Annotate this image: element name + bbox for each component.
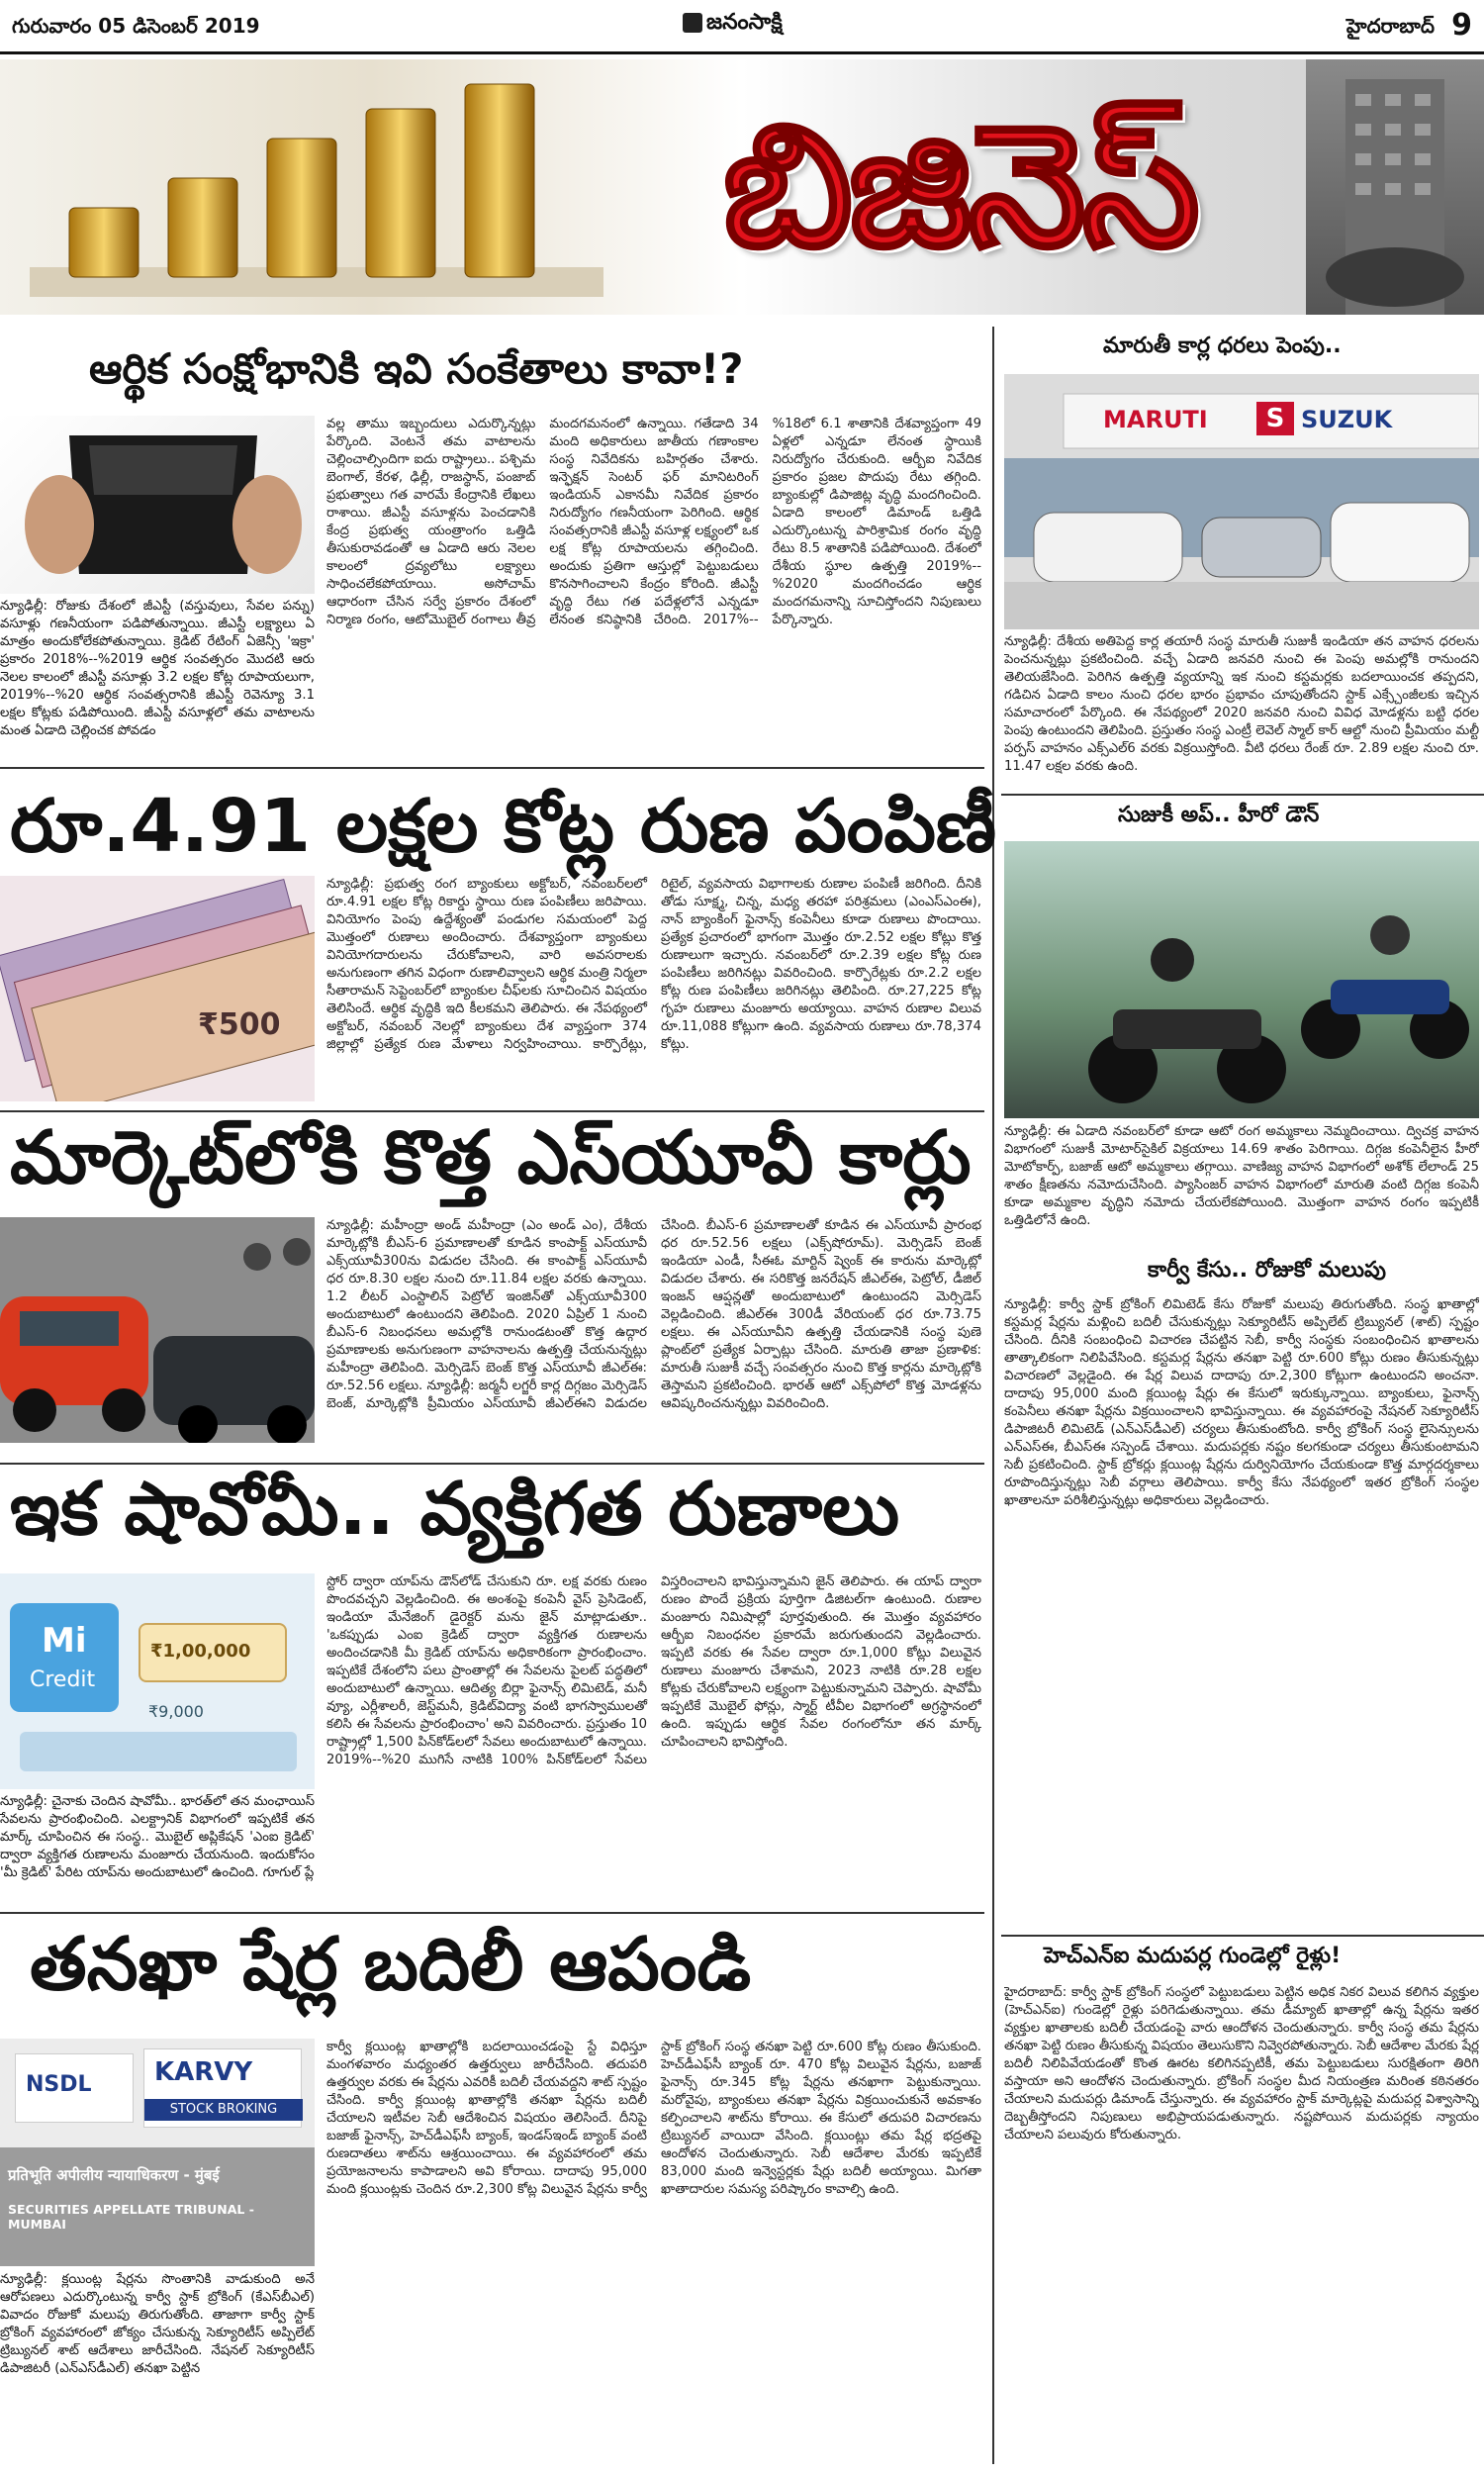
motorbike-riders-image bbox=[1004, 841, 1479, 1118]
mi-credit-label: Credit bbox=[30, 1667, 96, 1692]
article4-lead: న్యూఢిల్లీ: చైనాకు చెందిన షావోమీ.. భారత్‌లో తన మంఛాయిస్ సేవలను ప్రారంభించింది. ఎలక్ట్రానిక్ విభాగంలో ఇప్పటికే తన మార్క్ చూపించిన ఈ సంస్థ.. మొబైల్ అప్లికేషన్ 'ఎంఐ క్రెడిట్' ద్వారా వ్యక్తిగత రుణాలను మంజూరు చేయనుంది. ఇందుకోసం 'మీ క్రెడిట్' పేరిట యాప్‌ను అందుబాటులో ఉంచింది. గూగుల్ ప్లే bbox=[0, 1794, 315, 1880]
nsdl-logo: NSDL bbox=[15, 2053, 134, 2123]
stock-exchange-building-image bbox=[1306, 59, 1484, 315]
maruti-headline: మారుతీ కార్ల ధరలు పెంపు.. bbox=[1103, 333, 1342, 358]
section-rule bbox=[0, 1912, 984, 1914]
maruti-showroom-image bbox=[1004, 374, 1479, 629]
page-number: 9 bbox=[1451, 8, 1472, 43]
section-rule bbox=[0, 1110, 984, 1112]
rupee-notes-image bbox=[0, 876, 315, 1101]
hni-headline: హెచ్ఎన్ఐ మదుపర్ల గుండెల్లో రైళ్లు! bbox=[1044, 1944, 1342, 1968]
sat-building-sign: प्रतिभूति अपीलीय न्यायाधिकरण - मुंबई SECURITIES APPELLATE TRIBUNAL - MUMBAI bbox=[0, 2147, 315, 2266]
suv-cars-image bbox=[0, 1217, 315, 1443]
logo-text: జనంసాక్షి bbox=[706, 10, 783, 35]
gold-coins-image bbox=[30, 79, 603, 297]
article4-headline: ఇక షావోమీ.. వ్యక్తిగత రుణాలు bbox=[10, 1467, 900, 1552]
city-name: హైదరాబాద్ bbox=[1345, 14, 1435, 38]
section-rule bbox=[0, 767, 984, 769]
masthead-rule bbox=[0, 51, 1484, 54]
karvy-logo: KARVY STOCK BROKING bbox=[143, 2048, 302, 2128]
loan-amount2-label: ₹9,000 bbox=[148, 1702, 204, 1721]
suzuki-logo-text: SUZUK bbox=[1301, 406, 1393, 433]
hero-headline: సుజుకీ అప్.. హీరో డౌన్ bbox=[1118, 803, 1320, 827]
maruti-body: న్యూఢిల్లీ: దేశీయ అతిపెద్ద కార్ల తయారీ సంస్థ మారుతీ సుజుకీ ఇండియా తన వాహన ధరలను పెంచనున్నట్లు ప్రకటించింది. వచ్చే ఏడాది జనవరి నుంచి ఈ పెంపు అమల్లోకి రానుందని తెలియజేసింది. పెరిగిన ఉత్పత్తి వ్యయాన్ని ఇక నుంచి కస్టమర్లకు బదలాయించక తప్పదని, గడిచిన ఏడాది కాలం నుంచి ధరల భారం ప్రభావం చూపుతోందని స్టాక్ ఎక్స్చేంజీలకు ఇచ్చిన సమాచారంలో పేర్కొంది. ఈ నేపథ్యంలో 2020 జనవరి నుంచి వివిధ మోడళ్లను బట్టి ధరల పెంపు ఉంటుందని తెలిపింది. ప్రస్తుతం సంస్థ ఎంట్రీ లెవెల్ స్మాల్ కార్ ఆల్టో నుంచి ప్రీమియం మల్టీ పర్పస్ వాహనం ఎక్స్ఎల్6 వరకు విక్రయిస్తోంది. వీటి ధరలు రేంజ్ రూ. 2.89 లక్షల నుంచి రూ. 11.47 లక్షల వరకు ఉంది. bbox=[1004, 634, 1479, 774]
article5-body: కార్వీ క్లయింట్ల ఖాతాల్లోకి బదలాయించడంపై స్టే విధిస్తూ మంగళవారం మధ్యంతర ఉత్తర్వులు జారీచేసింది. తదుపరి ఉత్తర్వుల వరకు ఈ షేర్లను ఎవరికీ బదిలీ చేయవద్దని శాట్ స్పష్టం చేసింది. కార్వీ క్లయింట్ల ఖాతాల్లోకి తనఖా షేర్లను బదిలీ చేయాలని ఇటీవల సెబీ ఆదేశించిన విషయం తెలిసిందే. దీనిపై బజాజ్ ఫైనాన్స్, హెచ్‌డీఎఫ్‌సీ బ్యాంక్, ఇండస్ఇండ్ బ్యాంక్ వంటి రుణదాతలు శాట్‌ను ఆశ్రయించాయి. ఈ వ్యవహారంలో తమ ప్రయోజనాలను కాపాడాలని అవి కోరాయి. దాదాపు 95,000 మంది క్లయింట్లకు చెందిన రూ.2,300 కోట్ల విలువైన షేర్లను కార్వీ స్టాక్ బ్రోకింగ్ సంస్థ తనఖా పెట్టి రూ.600 కోట్ల రుణం తీసుకుంది. హెచ్‌డీఎఫ్‌సీ బ్యాంక్ రూ. 470 కోట్ల విలువైన షేర్లను, బజాజ్ ఫైనాన్స్ రూ.345 కోట్ల షేర్లను తనఖాగా పెట్టుకున్నాయి. మరోవైపు, బ్యాంకులు తనఖా షేర్లను విక్రయించుకునే అవకాశం కల్పించాలని శాట్‌ను కోరాయి. ఈ కేసులో తదుపరి విచారణను ట్రిబ్యునల్ వాయిదా వేసింది. క్లయింట్లు తమ షేర్ల భద్రతపై ఆందోళన చెందుతున్నారు. సెబీ ఆదేశాల మేరకు ఇప్పటికే 83,000 మంది ఇన్వెస్టర్లకు షేర్లు బదిలీ అయ్యాయి. మిగతా ఖాతాదారుల సమస్య పరిష్కారం కావాల్సి ఉంది. bbox=[326, 2040, 981, 2197]
hero-body: న్యూఢిల్లీ: ఈ ఏడాది నవంబర్‌లో కూడా ఆటో రంగ అమ్మకాలు నెమ్మదించాయి. ద్విచక్ర వాహన విభాగంలో సుజుకీ మోటార్‌సైకిల్ విక్రయాలు 14.69 శాతం పెరిగాయి. దిగ్గజ కంపెనీలైన హీరో మోటోకార్ప్, బజాజ్ ఆటో అమ్మకాలు తగ్గాయి. వాణిజ్య వాహన విభాగంలో అశోక్ లేలాండ్ 25 శాతం క్షీణతను నమోదుచేసింది. ప్యాసింజర్ వాహన విభాగంలో మారుతి వంటి దిగ్గజ కంపెనీ కూడా అమ్మకాల వృద్ధిని నమోదు చేయలేకపోయింది. మొత్తంగా వాహన రంగం ఇప్పటికీ ఒత్తిడిలోనే ఉంది. bbox=[1004, 1124, 1479, 1228]
article2-headline: రూ.4.91 లక్షల కోట్ల రుణ పంపిణీ bbox=[10, 784, 997, 869]
article1-lead: న్యూఢిల్లీ: రోజుకు దేశంలో జీఎస్టీ (వస్తువులు, సేవల పన్ను) వసూళ్లు గణనీయంగా పడిపోతున్నాయి. జీఎస్టీ లక్ష్యాలు ఏ మాత్రం అందుకోలేకపోతున్నాయి. క్రెడిట్ రేటింగ్ ఏజెన్సీ 'ఇక్రా' ప్రకారం 2018%--%2019 ఆర్థిక సంవత్సరం మొదటి ఆరు నెలల కాలంలో జీఎస్టీ వసూళ్లు 3.2 లక్షల కోట్ల రూపాయలుగా, 2019%--%20 ఆర్థిక సంవత్సరానికి జీఎస్టీ రెవెన్యూ 3.1 లక్షల కోట్లకు పడిపోయింది. జీఎస్టీ వసూళ్లలో తమ వాటాలను మంత ఏడాది చెల్లించక పోవడం bbox=[0, 599, 315, 738]
mi-credit-image bbox=[0, 1573, 315, 1789]
article2-body: న్యూఢిల్లీ: ప్రభుత్వ రంగ బ్యాంకులు అక్టోబర్, నవంబర్‌లలో రూ.4.91 లక్షల కోట్ల రికార్డు స్థాయి రుణ పంపిణీలు జరిపాయి. వినియోగం పెంపు ఉద్దేశ్యంతో పండుగల సమయంలో పెద్ద మొత్తంలో రుణాలు అందించారు. దేశవ్యాప్తంగా బ్యాంకులు వినియోగదారులను చేరుకోవాలని, వారి అవసరాలకు అనుగుణంగా తగిన విధంగా రుణాలివ్వాలని ఆర్థిక మంత్రి నిర్మలా సీతారామన్ సెప్టెంబర్‌లో బ్యాంకుల చీఫ్‌లకు సూచించిన విషయం తెలిసిందే. ఆర్థిక వృద్ధికి ఇది కీలకమని తెలిపారు. ఈ నేపథ్యంలో అక్టోబర్, నవంబర్ నెలల్లో బ్యాంకులు దేశ వ్యాప్తంగా 374 జిల్లాల్లో ప్రత్యేక రుణ మేళాలు నిర్వహించాయి. కార్పొరేట్లు, రిటైల్, వ్యవసాయ విభాగాలకు రుణాల పంపిణీ జరిగింది. దీనికి తోడు సూక్ష్మ, చిన్న, మధ్య తరహా పరిశ్రమలు (ఎంఎస్ఎంఈ), నాన్ బ్యాంకింగ్ ఫైనాన్స్ కంపెనీలు కూడా రుణాలు పొందాయి. ప్రత్యేక ప్రచారంలో భాగంగా మొత్తం రూ.2.52 లక్షల కోట్లు కొత్త రుణాలుగా ఇచ్చారు. నవంబర్‌లో రూ.2.39 లక్షల కోట్ల రుణ పంపిణీలు జరిగినట్లు వివరించింది. కార్పొరేట్లకు రూ.2.2 లక్షల కోట్ల రుణ పంపిణీలు జరిగినట్లు తెలిపింది. రూ.27,225 కోట్ల గృహ రుణాలు మంజూరు అయ్యాయి. వాహన రుణాల విలువ రూ.11,088 కోట్లుగా ఉంది. వ్యవసాయ రుణాలు రూ.78,374 కోట్లు. bbox=[326, 877, 981, 1052]
section-rule bbox=[0, 1463, 984, 1465]
karvy-headline: కార్వీ కేసు.. రోజుకో మలుపు bbox=[1148, 1258, 1386, 1283]
suzuki-s-logo-icon: S bbox=[1256, 402, 1294, 435]
loan-card-icon bbox=[139, 1623, 287, 1682]
article4-body: స్టోర్ ద్వారా యాప్‌ను డౌన్‌లోడ్ చేసుకుని రూ. లక్ష వరకు రుణం పొందవచ్చని వెల్లడించింది. ఈ అంశంపై కంపెనీ వైస్ ప్రెసిడెంట్, ఇండియా మేనేజింగ్ డైరెక్టర్ మను జైన్ మాట్లాడుతూ.. 'ఒకప్పుడు ఎంఐ క్రెడిట్ ద్వారా వ్యక్తిగత రుణాలను అందించడానికి మీ క్రెడిట్ యాప్‌ను అధికారికంగా ప్రారంభించాం. ఇప్పటికే దేశంలోని పలు ప్రాంతాల్లో ఈ సేవలను పైలట్ పద్ధతిలో అందుబాటులో ఉన్నాయి. ఆదిత్య బిర్లా ఫైనాన్స్ లిమిటెడ్, మనీ వ్యూ, ఎర్లీశాలరీ, జెస్ట్‌మనీ, క్రెడిట్‌విద్యా వంటి భాగస్వాములతో కలిసి ఈ సేవలను ప్రారంభించాం' అని వివరించారు. ప్రస్తుతం 10 రాష్ట్రాల్లో 1,500 పిన్‌కోడ్‌లలో సేవలు అందుబాటులో ఉన్నాయి. 2019%--%20 ముగిసే నాటికి 100% పిన్‌కోడ్‌లలో సేవలు విస్తరించాలని భావిస్తున్నామని జైన్ తెలిపారు. ఈ యాప్ ద్వారా రుణం పొందే ప్రక్రియ పూర్తిగా డిజిటల్‌గా ఉంటుంది. రుణాల మంజూరు నిమిషాల్లో పూర్తవుతుంది. ఈ మొత్తం వ్యవహారం ఆర్బీఐ నిబంధనల ప్రకారమే జరుగుతుందని వెల్లడించారు. ఇప్పటి వరకు ఈ సేవల ద్వారా రూ.1,000 కోట్లు విలువైన రుణాలు మంజూరు చేశామని, 2023 నాటికి రూ.28 లక్షల కోట్లకు చేరుకోవాలని లక్ష్యంగా పెట్టుకున్నామని చెప్పారు. షావోమీ ఇప్పటికే మొబైల్ ఫోన్లు, స్మార్ట్ టీవీల విభాగంలో అగ్రస్థానంలో ఉంది. ఇప్పుడు ఆర్థిక సేవల రంగంలోనూ తన మార్క్ చూపించాలని భావిస్తోంది. bbox=[326, 1574, 981, 1767]
phone-device-icon bbox=[20, 1732, 297, 1771]
article1-headline: ఆర్థిక సంక్షోభానికి ఇవి సంకేతాలు కావా!? bbox=[89, 344, 744, 393]
section-banner bbox=[0, 59, 1484, 315]
article3-headline: మార్కెట్‌లోకి కొత్త ఎస్‌యూవీ కార్లు bbox=[10, 1115, 972, 1200]
newspaper-logo bbox=[683, 10, 783, 40]
article5-headline: తనఖా షేర్ల బదిలీ ఆపండి bbox=[30, 1922, 752, 2007]
section-title: బిజినెస్ bbox=[722, 89, 1197, 285]
issue-date: గురువారం 05 డిసెంబర్ 2019 bbox=[12, 14, 260, 38]
karvy-body: న్యూఢిల్లీ: కార్వీ స్టాక్ బ్రోకింగ్ లిమిటెడ్ కేసు రోజుకో మలుపు తిరుగుతోంది. సంస్థ ఖాతాల్లో కస్టమర్ల షేర్లను మళ్లించి బదిలీ చేసుకున్నట్లు సెక్యూరిటీస్ అప్పిలేట్ ట్రిబ్యునల్ (శాట్) స్పష్టం చేసింది. దీనికి సంబంధించి విచారణ చేపట్టిన సెబీ, కార్వీ సంస్థకు సంబంధించిన ఖాతాలను తాత్కాలికంగా నిలిపివేసింది. కస్టమర్ల షేర్లను తనఖా పెట్టి రూ.600 కోట్లు రుణం తీసుకున్నట్లు విచారణలో వెల్లడైంది. ఈ షేర్ల విలువ దాదాపు రూ.2,300 కోట్లుగా ఉంటుందని అంచనా. దాదాపు 95,000 మంది క్లయింట్ల షేర్లు ఈ కేసులో ఇరుక్కున్నాయి. బ్యాంకులు, ఫైనాన్స్ కంపెనీలు తనఖా షేర్లను విక్రయించాలని భావిస్తున్నాయి. ఈ వ్యవహారంపై నేషనల్ సెక్యూరిటీస్ డిపాజిటరీ లిమిటెడ్ (ఎన్ఎస్‌డీఎల్) చర్యలు తీసుకుంటోంది. కార్వీ బ్రోకింగ్ సంస్థ లైసెన్సులను ఎన్ఎస్ఈ, బీఎస్ఈ సస్పెండ్ చేశాయి. మదుపర్లకు నష్టం కలగకుండా చర్యలు తీసుకుంటామని సెబీ ప్రకటించింది. స్టాక్ బ్రోకర్లు క్లయింట్ల షేర్లను దుర్వినియోగం చేయకుండా కొత్త మార్గదర్శకాలు రూపొందిస్తున్నట్లు సెబీ వర్గాలు తెలిపాయి. కార్వీ కేసు నేపథ్యంలో ఇతర బ్రోకింగ్ సంస్థల ఖాతాలనూ పరిశీలిస్తున్నట్లు అధికారులు వెల్లడించారు. bbox=[1004, 1297, 1479, 1508]
nsdl-karvy-sat-image bbox=[0, 2039, 315, 2266]
logo-emblem-icon bbox=[683, 13, 702, 33]
article3-body: న్యూఢిల్లీ: మహీంద్రా అండ్ మహీంద్రా (ఎం అండ్ ఎం), దేశీయ మార్కెట్లోకి బీఎస్-6 ప్రమాణాలతో కూడిన కాంపాక్ట్ ఎస్‌యూవీ ఎక్స్‌యూవీ300ను విడుదల చేసింది. ఈ కాంపాక్ట్ ఎస్‌యూవీ ధర రూ.8.30 లక్షల నుంచి రూ.11.84 లక్షల వరకు ఉన్నాయి. 1.2 లీటర్ ఎంస్టాలిన్ పెట్రోల్ ఇంజిన్‌తో ఎక్స్‌యూవీ300 అందుబాటులో ఉంటుందని తెలిపింది. 2020 ఏప్రిల్ 1 నుంచి బీఎస్-6 నిబంధనలు అమల్లోకి రానుండటంతో కొత్త ఉద్గార ప్రమాణాలకు అనుగుణంగా వాహనాలను ఉత్పత్తి చేయనున్నట్లు మహీంద్రా తెలిపింది. మెర్సిడెస్ బెంజ్ కొత్త ఎస్‌యూవీ జీఎల్ఈ: రూ.52.56 లక్షలు. న్యూఢిల్లీ: జర్మనీ లగ్జరీ కార్ల దిగ్గజం మెర్సిడెస్ బెంజ్, మార్కెట్లోకి ప్రీమియం ఎస్‌యూవీ జీఎల్ఈని విడుదల చేసింది. బీఎస్-6 ప్రమాణాలతో కూడిన ఈ ఎస్‌యూవీ ప్రారంభ ధర రూ.52.56 లక్షలు (ఎక్స్‌షోరూమ్). మెర్సిడెస్ బెంజ్ ఇండియా ఎండీ, సీఈఓ మార్టిన్ ష్వెంక్ ఈ కారును మార్కెట్లో విడుదల చేశారు. ఈ సరికొత్త జనరేషన్ జీఎల్ఈ, పెట్రోల్, డీజిల్ ఇంజన్ ఆప్షన్లతో అందుబాటులో ఉంటుందని మెర్సిడెస్ వెల్లడించింది. జీఎల్ఈ 300డీ వేరియంట్ ధర రూ.73.75 లక్షలు. ఈ ఎస్‌యూవీని ఉత్పత్తి చేయడానికి సంస్థ పుణె ప్లాంట్‌లో ప్రత్యేక ఏర్పాట్లు చేసింది. మారుతి తాజా ప్రణాళిక: మారుతీ సుజుకీ వచ్చే సంవత్సరం నుంచి కొత్త కార్లను మార్కెట్లోకి తెస్తామని ప్రకటించింది. భారత్ ఆటో ఎక్స్‌పోలో కొత్త మోడళ్లను ఆవిష్కరించనున్నట్లు వివరించింది. bbox=[326, 1218, 981, 1411]
svg-text:₹500: ₹500 bbox=[198, 1007, 281, 1042]
article5-lead: న్యూఢిల్లీ: క్లయింట్ల షేర్లను సొంతానికి వాడుకుంది అనే ఆరోపణలు ఎదుర్కొంటున్న కార్వీ స్టాక్ బ్రోకింగ్ (కేఎస్‌బీఎల్) వివాదం రోజుకో మలుపు తిరుగుతోంది. తాజాగా కార్వీ స్టాక్ బ్రోకింగ్ వ్యవహారంలో జోక్యం చేసుకున్న సెక్యూరిటీస్ అప్పిలేట్ ట్రిబ్యునల్ శాట్ ఆదేశాలు జారీచేసింది. నేషనల్ సెక్యూరిటీస్ డిపాజిటరీ (ఎన్ఎస్‌డీఎల్) తనఖా పెట్టిన bbox=[0, 2272, 315, 2376]
hni-body: హైదరాబాద్: కార్వీ స్టాక్ బ్రోకింగ్ సంస్థలో పెట్టుబడులు పెట్టిన అధిక నికర విలువ కలిగిన వ్యక్తుల (హెచ్ఎన్ఐ) గుండెల్లో రైళ్లు పరిగెడుతున్నాయి. తమ డీమ్యాట్ ఖాతాల్లో ఉన్న షేర్లను ఇతర వ్యక్తుల ఖాతాలకు బదిలీ చేయడంపై వారు ఆందోళన చెందుతున్నారు. కార్వీ సంస్థ తమ షేర్లను తనఖా పెట్టి రుణం తీసుకున్న విషయం తెలుసుకొని నివ్వెరపోతున్నారు. సెబీ ఆదేశాల మేరకు షేర్ల బదిలీ నిలిపివేయడంతో కొంత ఊరట కలిగినప్పటికీ, తమ పెట్టుబడులు సురక్షితంగా తిరిగి వస్తాయా అని ఆందోళన చెందుతున్నారు. బ్రోకింగ్ సంస్థల మీద నియంత్రణ మరింత కఠినతరం చేయాలని మదుపర్లు డిమాండ్ చేస్తున్నారు. ఈ వ్యవహారం స్టాక్ మార్కెట్లపై మదుపర్ల విశ్వాసాన్ని దెబ్బతీస్తోందని నిపుణులు అభిప్రాయపడుతున్నారు. నష్టపోయిన మదుపర్లకు న్యాయం చేయాలని పలువురు కోరుతున్నారు. bbox=[1004, 1985, 1479, 2142]
mi-logo-icon: Mi Credit bbox=[10, 1603, 119, 1712]
side-rule bbox=[1001, 1935, 1484, 1937]
side-rule bbox=[1001, 794, 1484, 796]
maruti-logo-text: MARUTI bbox=[1103, 406, 1208, 433]
column-divider bbox=[992, 327, 994, 2464]
loan-amount-label: ₹1,00,000 bbox=[150, 1641, 251, 1662]
empty-wallet-image bbox=[0, 416, 315, 594]
article1-body: వల్ల తాము ఇబ్బందులు ఎదుర్కొన్నట్లు పేర్కొంది. వెంటనే తమ వాటాలను చెల్లించాల్సిందిగా ఐదు రాష్ట్రాలు.. పశ్చిమ బెంగాల్, కేరళ, ఢిల్లీ, రాజస్థాన్, పంజాబ్ ప్రభుత్వాలు గత వారమే కేంద్రానికి లేఖలు రాశాయి. జీఎస్టీ వసూళ్లను పెంచడానికి కేంద్ర ప్రభుత్వ యంత్రాంగం ఒత్తిడి తీసుకురావడంతో ఆ ఏడాది ఆరు నెలల కాలంలో ద్రవ్యలోటు లక్ష్యాలు సాధించలేకపోయాయి. అసోచామ్ ఆధారంగా చేసిన సర్వే ప్రకారం దేశంలో నిర్మాణ రంగం, ఆటోమొబైల్ రంగాలు తీవ్ర మందగమనంలో ఉన్నాయి. గతేడాది 34 మంది అధికారులు జాతీయ గణాంకాల సంస్థ నివేదికను బహిర్గతం చేశారు. ఇన్ఫెక్షన్ సెంటర్ ఫర్ మానిటరింగ్ ఇండియన్ ఎకానమీ నివేదిక ప్రకారం నిరుద్యోగం గణనీయంగా పెరిగింది. ఆర్థిక సంవత్సరానికి జీఎస్టీ వసూళ్ల లక్ష్యంలో ఒక లక్ష కోట్ల రూపాయలను తగ్గించింది. అందుకు ప్రతిగా ఆస్తుల్లో పెట్టుబడులు కొనసాగించాలని కేంద్రం కోరింది. జీఎస్టీ వృద్ధి రేటు గత పదేళ్లలోనే ఎన్నడూ లేనంత కనిష్ఠానికి చేరింది. 2017%--%18లో 6.1 శాతానికి దేశవ్యాప్తంగా 49 ఏళ్లలో ఎన్నడూ లేనంత స్థాయికి నిరుద్యోగం చేరుకుంది. ఆర్బీఐ నివేదిక ప్రకారం ప్రజల పొదుపు రేటు తగ్గింది. బ్యాంకుల్లో డిపాజిట్ల వృద్ధి మందగించింది. ఏడాది కాలంలో డిమాండ్ ఒత్తిడి ఎదుర్కొంటున్న పారిశ్రామిక రంగం వృద్ధి రేటు 8.5 శాతానికి పడిపోయింది. దేశంలో దేశీయ స్థూల ఉత్పత్తి 2019%--%2020 మందగించడం ఆర్థిక మందగమనాన్ని సూచిస్తోందని నిపుణులు పేర్కొన్నారు. bbox=[326, 417, 981, 627]
